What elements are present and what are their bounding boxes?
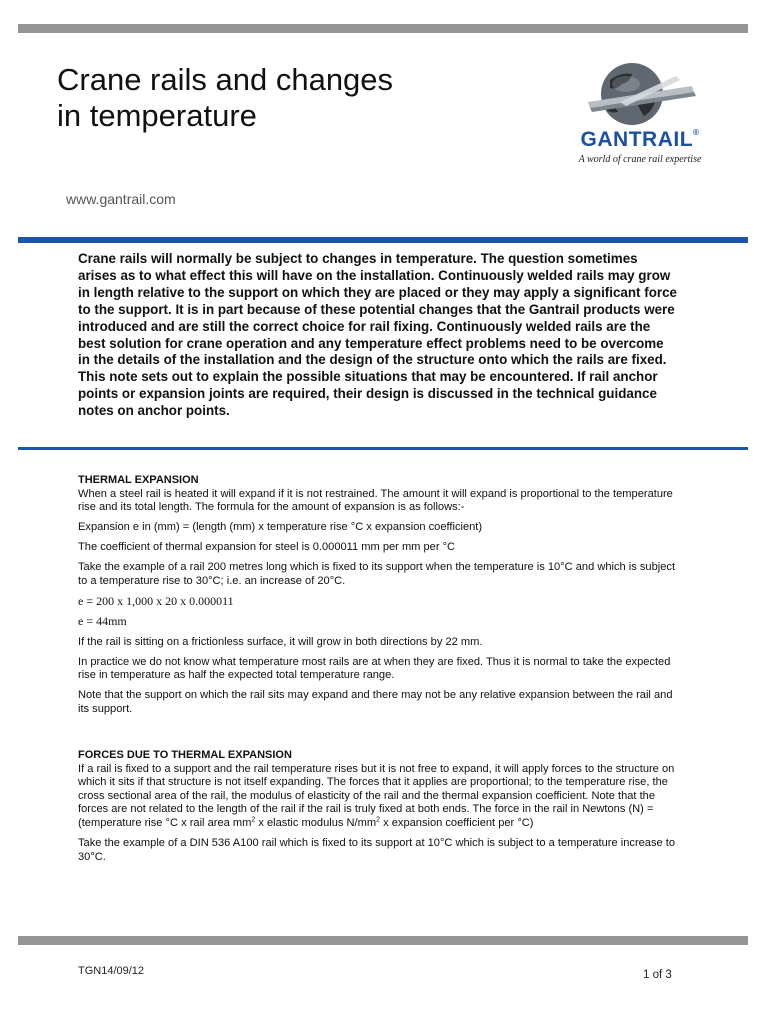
page-title [57,62,393,134]
paragraph: If a rail is fixed to a support and the rail temperature rises but it is not free to expand, it will apply forces to the structure on which it sits if that structure is not itself expanding. The forces that it applies are proportional; to the temperature rise, the cross sectional area of the rail, the modulus of elasticity of the rail and the thermal expansion coefficient. Note that the forces are not related to the length of the rail if the rail is truly fixed at both ends. The force in the rail in Newtons (N) = (temperature rise °C x rail area $mm^2$ x elastic modulus $N/mm^2$ x expansion coefficient per °C) [78,762,675,830]
title-line-2: in temperature [57,98,257,133]
intro-paragraph: Crane rails will normally be subject to changes in temperature. The question sometimes arises as to what effect this will have on the installation. Continuously welded rails may grow in length relative to the support on which they are placed or they may apply a significant force to the support. It is in part because of these potential changes that the Gantrail products were introduced and are still the correct choice for rail fixing. Continuously welded rails are the best solution for crane operation and any temperature effect problems need to be overcome in the details of the installation and the design of the structure onto which the rails are fixed. This note sets out to explain the possible situations that may be encountered. If rail anchor points or expansion joints are required, their design is discussed in the technical guidance notes on anchor points. [78,251,677,419]
body-content [78,474,684,871]
footer-gray-bar [18,936,748,945]
paragraph: Note that the support on which the rail sits may expand and there may not be any relative expansion between the rail and its support. [78,689,673,716]
expansion-formula: Expansion e in (mm) = (length (mm) x temperature rise °C x expansion coefficient) [78,521,483,534]
website-link[interactable]: www.gantrail.com [66,191,176,207]
thermal-expansion-heading: THERMAL EXPANSION [78,474,199,486]
intro-bottom-rule [18,447,748,450]
document-reference: TGN14/09/12 [78,965,145,977]
page-number: 1 of 3 [643,969,672,981]
logo-tagline: A world of crane rail expertise [578,154,702,165]
top-gray-bar [18,24,748,33]
paragraph: In practice we do not know what temperature most rails are at when they are fixed. Thus it is normal to take the expected rise in temperature as half the expected total temperature range. [78,655,671,682]
forces-heading: FORCES DUE TO THERMAL EXPANSION [78,749,292,762]
paragraph: The coefficient of thermal expansion for steel is 0.000011 mm per mm per °C [78,541,456,554]
intro-top-rule [18,237,748,243]
paragraph: Take the example of a rail 200 metres long which is fixed to its support when the temperature is 10°C and which is subject to a temperature rise to 30°C; i.e. an increase of 20°C. [78,561,676,587]
gantrail-logo [570,58,710,170]
equation-result: e = 44mm [78,614,127,629]
title-line-1: Crane rails and changes [57,62,394,97]
paragraph: If the rail is sitting on a frictionless surface, it will grow in both directions by 22 mm. [78,635,483,648]
logo-brand-name: GANTRAIL® [580,128,700,151]
paragraph: When a steel rail is heated it will expand if it is not restrained. The amount it will expand is proportional to the temperature rise and its total length. The formula for the amount of expansion is as follows:- [78,487,673,514]
globe-rail-icon [580,58,700,130]
equation: e = 200 x 1,000 x 20 x 0.000011 [78,593,234,608]
paragraph: Take the example of a DIN 536 A100 rail which is fixed to its support at 10°C which is subject to a temperature increase to 30°C. [78,837,676,863]
